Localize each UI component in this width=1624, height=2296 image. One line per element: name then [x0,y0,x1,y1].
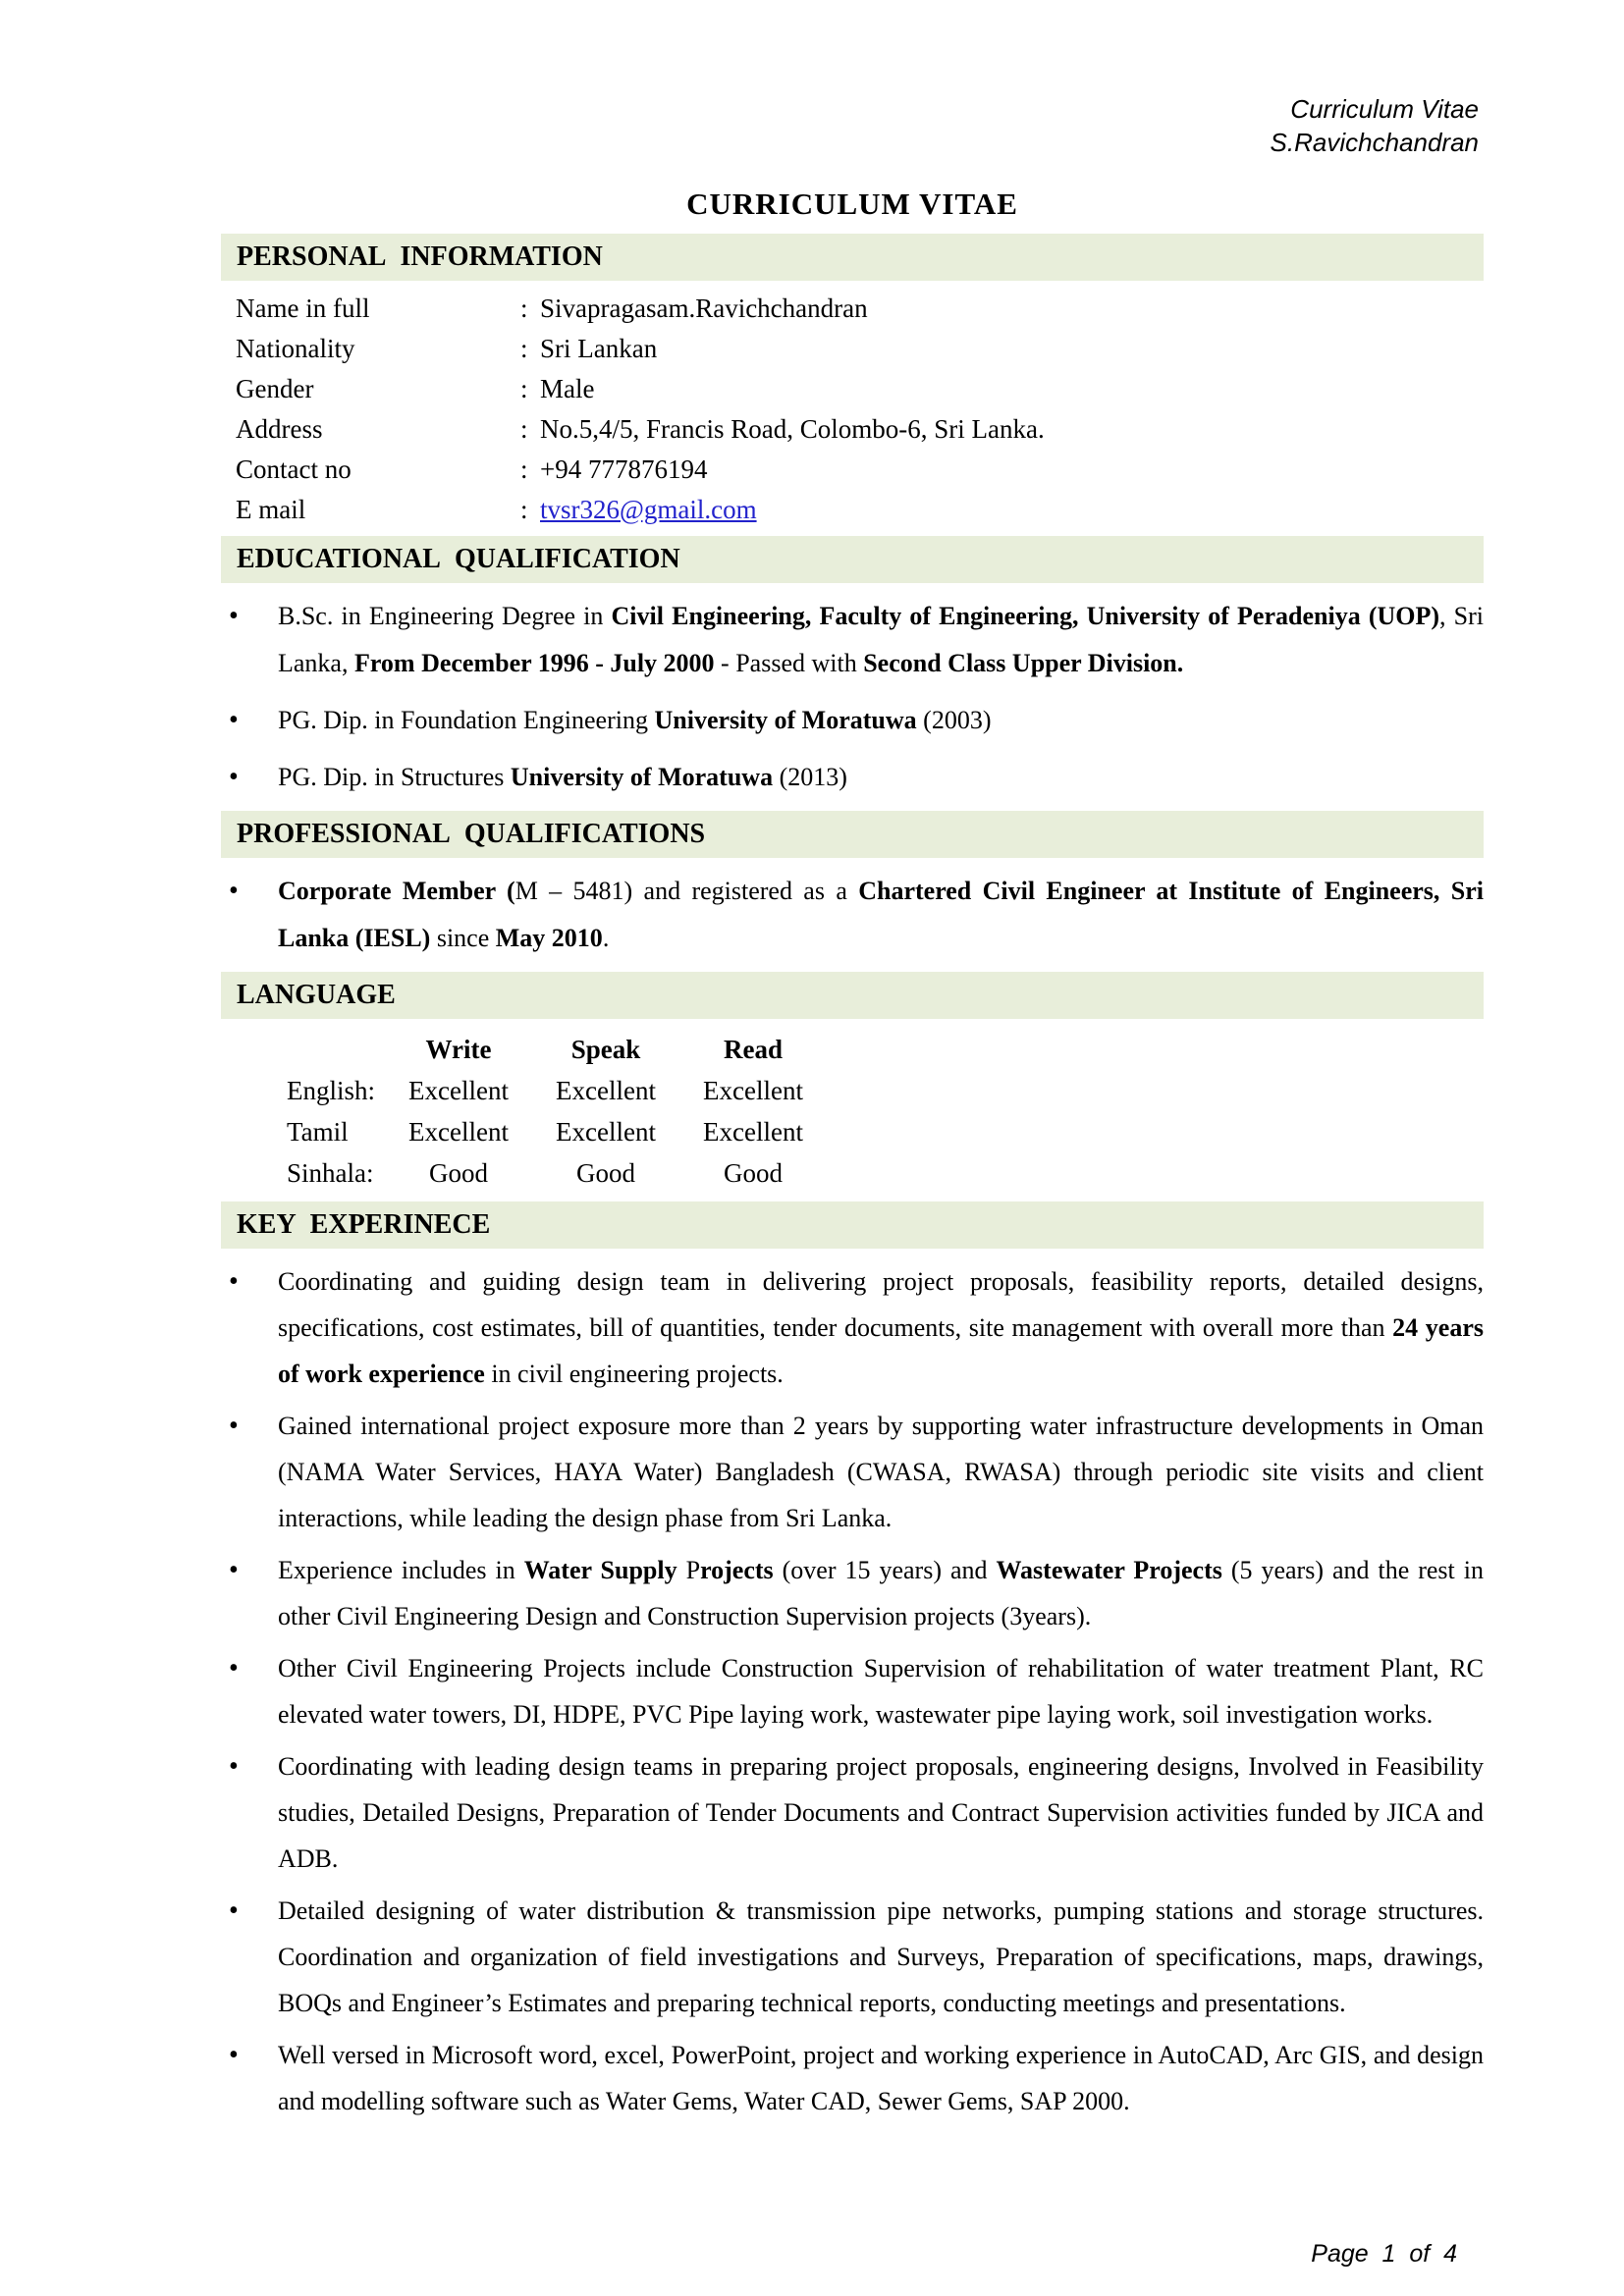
bullet-item: • PG. Dip. in Structures University of Moratuwa (2013) [221,754,1484,801]
bullet-item: • Coordinating and guiding design team in delivering project proposals, feasibility reports, detailed designs, specifications, cost estimates, bill of quantities, tender documents, site management with overall more than 24 years of work experience in civil engineering projects. [221,1258,1484,1397]
field-label: Name in full [236,294,370,323]
key-experience-list [221,1258,1484,2124]
bullet-item: • B.Sc. in Engineering Degree in Civil Engineering, Faculty of Engineering, University of Peradeniya (UOP), Sri Lanka, From December 1996 - July 2000 - Passed with Second Class Upper Division. [221,593,1484,687]
section-heading-language: LANGUAGE [221,972,1484,1019]
personal-info-row-contact [236,450,1484,490]
personal-info-row-address [236,409,1484,450]
table-cell: Good [429,1158,488,1188]
bullet-item: • Corporate Member (M – 5481) and registered as a Chartered Civil Engineer at Institute of Engineers, Sri Lanka (IESL) since May 2010. [221,868,1484,962]
bullet-item: • PG. Dip. in Foundation Engineering University of Moratuwa (2003) [221,697,1484,744]
column-header: Speak [570,1035,641,1064]
table-cell: Excellent [703,1076,803,1105]
field-value: Male [540,374,595,403]
language-table-row-english [287,1070,1484,1111]
personal-info-row-name [236,289,1484,329]
language-table-row-tamil [287,1111,1484,1152]
language-table-row-sinhala [287,1152,1484,1194]
page-title: CURRICULUM VITAE [686,187,1018,221]
bullet-item: • Detailed designing of water distribution & transmission pipe networks, pumping stations and storage structures. Coordination and organization of field investigations and Surveys, Preparation of specifications, maps, drawings, BOQs and Engineer’s Estimates and preparing technical reports, conducting meetings and presentations. [221,1888,1484,2026]
table-cell: Excellent [408,1076,509,1105]
section-heading-key-experience: KEY EXPERINECE [221,1201,1484,1249]
language-table [221,1019,1484,1201]
field-label: Gender [236,374,314,403]
email-link[interactable]: tvsr326@gmail.com [540,495,757,524]
bullet-item: • Other Civil Engineering Projects include Construction Supervision of rehabilitation of water treatment Plant, RC elevated water towers, DI, HDPE, PVC Pipe laying work, wastewater pipe laying work, soil investigation works. [221,1645,1484,1737]
table-cell: Excellent [556,1076,656,1105]
table-cell: Good [724,1158,783,1188]
separator: : [520,334,528,363]
separator: : [520,294,528,323]
field-value: Sri Lankan [540,334,658,363]
table-cell: Excellent [556,1117,656,1147]
section-heading-professional-qualifications: PROFESSIONAL QUALIFICATIONS [221,811,1484,858]
field-label: Contact no [236,454,352,484]
column-header: Read [724,1035,783,1064]
column-header: Write [425,1035,492,1064]
table-cell: Excellent [408,1117,509,1147]
field-label: Nationality [236,334,355,363]
document-body [221,187,1484,2132]
bullet-item: • Coordinating with leading design teams in preparing project proposals, engineering designs, Involved in Feasibility studies, Detailed Designs, Preparation of Tender Documents and Contract Supervision activities funded by JICA and ADB. [221,1743,1484,1882]
field-value: +94 777876194 [540,454,708,484]
field-value: Sivapragasam.Ravichchandran [540,294,868,323]
header-author-name: S.Ravichchandran [1270,128,1479,158]
language-table-header [287,1029,1484,1070]
row-label: Sinhala: [287,1158,374,1188]
field-value: No.5,4/5, Francis Road, Colombo-6, Sri Lanka. [540,414,1045,444]
document-header [1271,92,1479,160]
row-label: English: [287,1076,376,1105]
personal-info-row-gender [236,369,1484,409]
separator: : [520,414,528,444]
table-corner-cell [287,1029,405,1070]
bullet-item: • Gained international project exposure more than 2 years by supporting water infrastructure developments in Oman (NAMA Water Services, HAYA Water) Bangladesh (CWASA, RWASA) through periodic site visits and client interactions, while leading the design phase from Sri Lanka. [221,1403,1484,1541]
separator: : [520,495,528,524]
education-list [221,593,1484,801]
header-doc-type: Curriculum Vitae [1290,94,1479,124]
personal-info-list [221,281,1484,536]
field-label: Address [236,414,323,444]
page-number: Page 1 of 4 [1311,2240,1457,2268]
section-heading-personal-information: PERSONAL INFORMATION [221,234,1484,281]
field-label: E mail [236,495,306,524]
professional-list [221,868,1484,962]
section-heading-educational-qualification: EDUCATIONAL QUALIFICATION [221,536,1484,583]
separator: : [520,374,528,403]
personal-info-row-nationality [236,329,1484,369]
separator: : [520,454,528,484]
table-cell: Good [576,1158,635,1188]
row-label: Tamil [287,1117,349,1147]
bullet-item: • Experience includes in Water Supply Projects (over 15 years) and Wastewater Projects (5 years) and the rest in other Civil Engineering Design and Construction Supervision projects (3years). [221,1547,1484,1639]
table-cell: Excellent [703,1117,803,1147]
bullet-item: • Well versed in Microsoft word, excel, PowerPoint, project and working experience in AutoCAD, Arc GIS, and design and modelling software such as Water Gems, Water CAD, Sewer Gems, SAP 2000. [221,2032,1484,2124]
personal-info-row-email [236,490,1484,530]
